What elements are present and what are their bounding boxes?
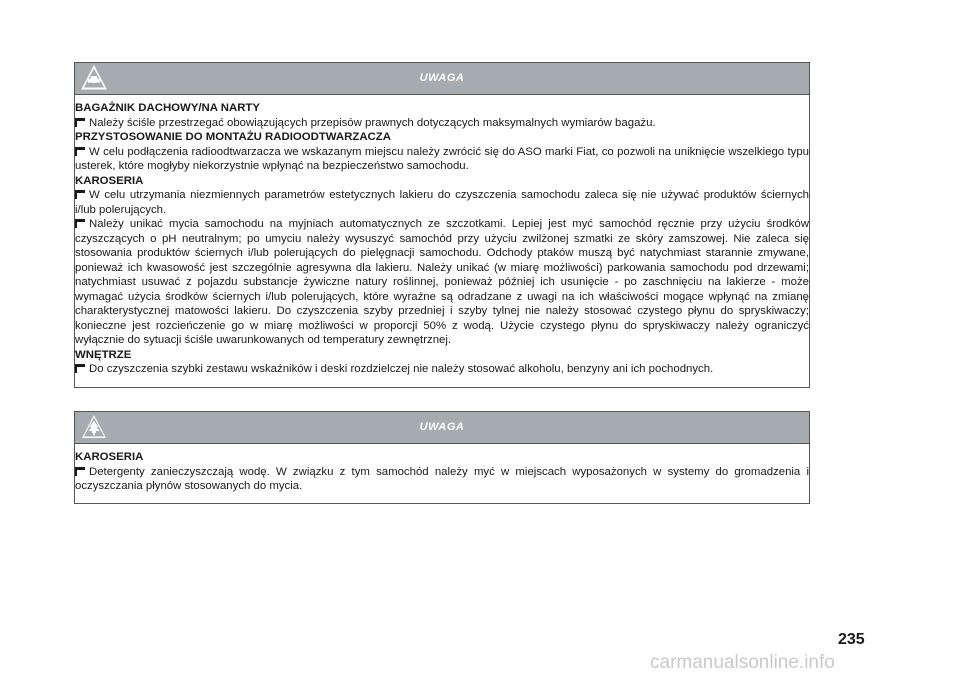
bullet-icon xyxy=(75,147,85,156)
paragraph: W celu podłączenia radioodtwarzacza we wskazanym miejscu należy zwrócić się do ASO marki Fiat, co pozwoli na uniknięcie wszelkiego typu usterek, które mogłyby niekorzystnie wpłynąć na bezpieczeństwo samochodu. xyxy=(75,145,809,172)
section-heading: KAROSERIA xyxy=(75,174,144,187)
bullet-icon xyxy=(75,467,85,476)
warning-box-1 xyxy=(74,62,810,388)
watermark: carmanualsonline.info xyxy=(650,652,835,673)
warning-header xyxy=(75,412,809,444)
section-heading: PRZYSTOSOWANIE DO MONTAŻU RADIOODTWARZACZA xyxy=(75,131,391,143)
paragraph: Detergenty zanieczyszczają wodę. W związku z tym samochód należy myć w miejscach wyposażonych w systemy do gromadzenia i oczyszczania płynów stosowanych do mycia. xyxy=(75,465,809,492)
warning-box-2 xyxy=(74,411,810,504)
section-heading: WNĘTRZE xyxy=(75,348,132,361)
paragraph: Do czyszczenia szybki zestawu wskaźników i deski rozdzielczej nie należy stosować alkoholu, benzyny ani ich pochodnych. xyxy=(75,362,809,377)
warning-title: UWAGA xyxy=(419,421,465,433)
bullet-icon xyxy=(75,118,85,127)
paragraph: Należy unikać mycia samochodu na myjniach automatycznych ze szczotkami. Lepiej jest myć samochód ręcznie przy użyciu środków czyszczących o pH neutralnym; po umyciu należy wysuszyć samochód przy użyciu zwilżonej szmatki ze skóry zamszowej. Nie zaleca się stosowania produktów ściernych i/lub polerujących do pielęgnacji samochodu. Odchody ptaków muszą być natychmiast starannie zmywane, ponieważ ich kwasowość jest szczególnie agresywna dla lakieru. Należy unikać (w miarę możliwości) parkowania samochodu pod drzewami; natychmiast usuwać z pojazdu substancje żywiczne natury roślinnej, ponieważ później ich usunięcie - po zaschnięciu na lakierze - może wymagać użycia środków ściernych i/lub polerujących, które wyraźne są odradzane z uwagi na ich właściwości mogące wpłynąć na zmianę charakterystycznej matowości lakieru. Do czyszczenia szyby przedniej i szyby tylnej nie należy stosować czystego płynu do spryskiwaczy; konieczne jest rozcieńczenie go w miarę możliwości w proporcji 50% z wodą. Użycie czystego płynu do spryskiwaczy należy ograniczyć wyłącznie do sytuacji ściśle uwarunkowanych od temperatury zewnętrznej. xyxy=(75,218,809,346)
bullet-icon xyxy=(75,190,85,199)
warning-body xyxy=(75,95,809,377)
bullet-icon xyxy=(75,364,85,373)
bullet-icon xyxy=(75,219,85,228)
section-heading: BAGAŻNIK DACHOWY/NA NARTY xyxy=(75,102,260,114)
page-number: 235 xyxy=(838,631,865,648)
paragraph: W celu utrzymania niezmiennych parametrów estetycznych lakieru do czyszczenia samochodu zaleca się nie używać produktów ściernych i/lub polerujących. xyxy=(75,189,809,216)
warning-header xyxy=(75,63,809,95)
section-heading: KAROSERIA xyxy=(75,451,144,463)
warning-body xyxy=(75,444,809,494)
warning-title: UWAGA xyxy=(419,72,465,84)
paragraph: Należy ściśle przestrzegać obowiązujących przepisów prawnych dotyczących maksymalnych wymiarów bagażu. xyxy=(75,116,809,131)
